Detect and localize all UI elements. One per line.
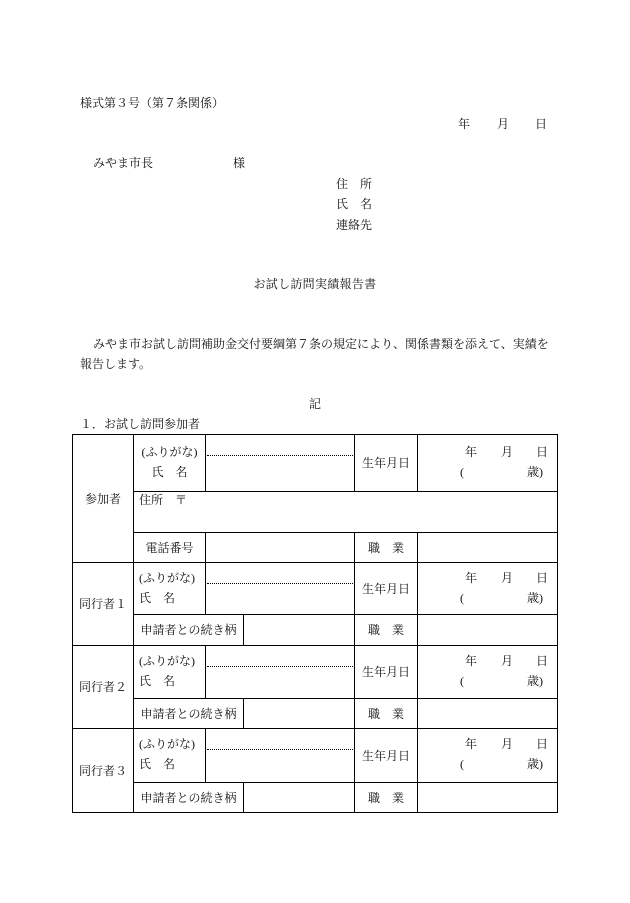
companion-name-entry-cell [205, 645, 355, 699]
participant-label-cell [72, 434, 134, 563]
note-heading: 記 [308, 397, 321, 411]
participant-occupation-label-cell [354, 532, 418, 563]
name-label: 氏 名 [139, 757, 176, 771]
form-number: 様式第３号（第７条関係） [80, 96, 225, 110]
companion-label: 同行者３ [78, 763, 127, 778]
furigana-label: (ふりがな) [139, 571, 195, 585]
companion-relationship-label-cell [133, 698, 244, 729]
document-title: お試し訪問実績報告書 [253, 277, 377, 291]
birth-year-label: 年 [465, 445, 478, 459]
companion-label: 同行者２ [78, 680, 127, 694]
birth-day-label: 日 [536, 737, 549, 751]
furigana-dotted-line [207, 666, 353, 667]
birth-day-label: 日 [536, 445, 549, 459]
participant-name-label-cell [133, 434, 206, 492]
age-open-paren: ( [460, 591, 464, 605]
companion-relationship-entry-cell [243, 614, 355, 646]
companion-name-entry-cell [205, 562, 355, 615]
name-label: 氏 名 [151, 465, 188, 479]
age-open-paren: ( [460, 757, 464, 771]
companion-occupation-entry-cell [417, 698, 558, 729]
name-label: 氏 名 [139, 674, 176, 688]
age-open-paren: ( [460, 465, 464, 479]
companion-birthdate-cell [417, 728, 558, 783]
participant-occupation-entry-cell [417, 532, 558, 563]
companion-name-label-cell [133, 728, 206, 783]
date-month-label: 月 [497, 117, 510, 131]
applicant-name-label: 氏 名 [336, 197, 373, 211]
birth-year-label: 年 [465, 654, 478, 668]
birthdate-label: 生年月日 [361, 581, 410, 596]
relationship-label: 申請者との続き柄 [140, 706, 237, 721]
participant-name-entry-cell [205, 434, 355, 492]
participant-phone-label-cell [133, 532, 206, 563]
birthdate-label: 生年月日 [361, 748, 410, 763]
companion-relationship-label-cell [133, 614, 244, 646]
birth-day-label: 日 [536, 571, 549, 585]
birthdate-label: 生年月日 [361, 456, 410, 470]
date-year-label: 年 [458, 117, 471, 131]
companion-block-1 [72, 562, 558, 646]
furigana-dotted-line [207, 455, 353, 456]
birth-year-label: 年 [465, 571, 478, 585]
companion-occupation-label-cell [354, 782, 418, 813]
companion-occupation-entry-cell [417, 782, 558, 813]
companion-label: 同行者１ [78, 597, 127, 611]
furigana-label: (ふりがな) [139, 737, 195, 751]
furigana-label: (ふりがな) [139, 654, 195, 668]
participant-label: 参加者 [84, 491, 121, 506]
applicant-address-label: 住 所 [336, 177, 373, 191]
relationship-label: 申請者との続き柄 [140, 623, 237, 637]
section-heading: １．お試し訪問参加者 [80, 417, 201, 431]
address-label: 住所 〒 [139, 493, 188, 507]
companion-birthdate-label-cell [354, 562, 418, 615]
furigana-dotted-line [207, 749, 353, 750]
occupation-label: 職 業 [367, 540, 404, 555]
companion-relationship-entry-cell [243, 782, 355, 813]
participant-birthdate-label-cell [354, 434, 418, 492]
occupation-label: 職 業 [367, 706, 404, 721]
participant-address-cell [133, 491, 558, 533]
body-line-1: みやま市お試し訪問補助金交付要綱第７条の規定により、関係書類を添えて、実績を [93, 337, 549, 351]
date-day-label: 日 [535, 117, 548, 131]
phone-label: 電話番号 [145, 540, 194, 555]
age-unit-label: 歳) [527, 465, 543, 479]
name-label: 氏 名 [139, 591, 176, 605]
participant-birthdate-cell [417, 434, 558, 492]
body-line-2: 報告します。 [80, 357, 152, 371]
companion-occupation-label-cell [354, 698, 418, 729]
birth-month-label: 月 [501, 445, 514, 459]
companion-block-3 [72, 728, 558, 813]
companion-occupation-entry-cell [417, 614, 558, 646]
birth-month-label: 月 [501, 571, 514, 585]
age-unit-label: 歳) [527, 674, 543, 688]
companion-relationship-entry-cell [243, 698, 355, 729]
addressee-honorific: 様 [233, 156, 246, 170]
companion-name-entry-cell [205, 728, 355, 783]
age-unit-label: 歳) [527, 591, 543, 605]
participants-table [72, 434, 558, 813]
companion-label-cell [72, 562, 134, 646]
age-open-paren: ( [460, 674, 464, 688]
addressee-name: みやま市長 [93, 156, 154, 170]
applicant-contact-label: 連絡先 [336, 218, 373, 232]
participant-block [72, 434, 558, 563]
birth-month-label: 月 [501, 654, 514, 668]
companion-label-cell [72, 645, 134, 729]
furigana-dotted-line [207, 583, 353, 584]
companion-name-label-cell [133, 645, 206, 699]
relationship-label: 申請者との続き柄 [140, 790, 237, 805]
companion-relationship-label-cell [133, 782, 244, 813]
birth-day-label: 日 [536, 654, 549, 668]
age-unit-label: 歳) [527, 757, 543, 771]
companion-block-2 [72, 645, 558, 729]
companion-birthdate-label-cell [354, 645, 418, 699]
birth-year-label: 年 [465, 737, 478, 751]
companion-label-cell [72, 728, 134, 813]
participant-phone-entry-cell [205, 532, 355, 563]
occupation-label: 職 業 [367, 790, 404, 805]
companion-birthdate-label-cell [354, 728, 418, 783]
birth-month-label: 月 [501, 737, 514, 751]
furigana-label: (ふりがな) [141, 445, 198, 459]
birthdate-label: 生年月日 [361, 665, 410, 679]
occupation-label: 職 業 [367, 623, 404, 637]
companion-name-label-cell [133, 562, 206, 615]
companion-birthdate-cell [417, 645, 558, 699]
companion-occupation-label-cell [354, 614, 418, 646]
companion-birthdate-cell [417, 562, 558, 615]
